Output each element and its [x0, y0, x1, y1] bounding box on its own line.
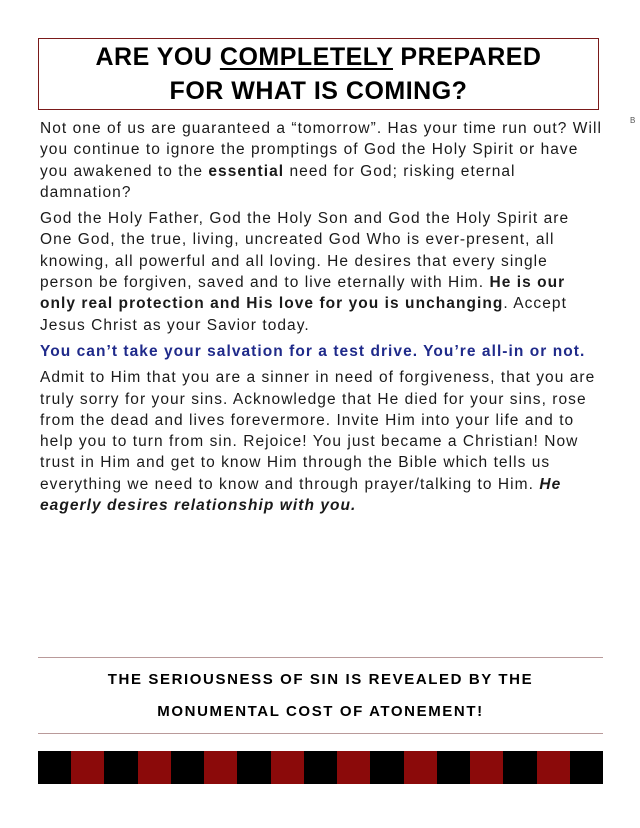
stripe-segment — [204, 751, 237, 784]
paragraph-1 — [40, 118, 606, 203]
closing-statement — [38, 664, 603, 728]
title-line-1 — [95, 40, 541, 74]
corner-mark: B — [630, 116, 636, 125]
title-line-2: FOR WHAT IS COMING? — [169, 77, 468, 105]
stripe-segment — [237, 751, 270, 784]
stripe-segment — [570, 751, 603, 784]
p2-bold: He is our only real protection and His love for you is unchanging — [40, 274, 566, 313]
decorative-stripe — [38, 751, 603, 784]
p1-text-a: Not one of us are guaranteed a “tomorrow”. Has your time run out? Will you continue to ignore the promptings of God the Holy Spirit or have you awakened to the — [40, 120, 602, 180]
closing-line-2: MONUMENTAL COST OF ATONEMENT! — [157, 703, 484, 720]
stripe-segment — [404, 751, 437, 784]
p4-text-a: Admit to Him that you are a sinner in need of forgiveness, that you are truly sorry for your sins. Acknowledge that He died for your sins, rose from the dead and lives forevermore. Invite Him into your life and to help you to turn from sin. Rejoice! You just became a Christian! Now trust in Him and get to know Him through the Bible which tells us everything we need to know and through prayer/talking to Him. — [40, 369, 596, 493]
stripe-segment — [38, 751, 71, 784]
title-box — [38, 38, 599, 110]
title-underlined-word: COMPLETELY — [219, 43, 393, 71]
title-post: PREPARED — [392, 43, 542, 71]
stripe-segment — [71, 751, 104, 784]
closing-line-1: THE SERIOUSNESS OF SIN IS REVEALED BY THE — [107, 671, 534, 688]
stripe-segment — [537, 751, 570, 784]
p1-text-b: need for God; risking eternal damnation? — [40, 162, 516, 201]
p1-bold: essential — [208, 162, 285, 180]
stripe-segment — [337, 751, 370, 784]
title-pre: ARE YOU — [95, 43, 220, 71]
divider-top — [38, 657, 603, 658]
stripe-segment — [138, 751, 171, 784]
body-text — [40, 118, 606, 521]
stripe-segment — [271, 751, 304, 784]
stripe-segment — [171, 751, 204, 784]
paragraph-4 — [40, 367, 606, 516]
stripe-segment — [503, 751, 536, 784]
callout-paragraph: You can’t take your salvation for a test drive. You’re all-in or not. — [40, 342, 586, 360]
paragraph-2 — [40, 208, 606, 336]
p2-text-a: God the Holy Father, God the Holy Son and God the Holy Spirit are One God, the true, living, uncreated God Who is ever-present, all knowing, all powerful and all loving. He desires that every single person be forgiven, saved and to live eternally with Him. — [40, 210, 570, 292]
stripe-segment — [104, 751, 137, 784]
stripe-segment — [437, 751, 470, 784]
stripe-segment — [370, 751, 403, 784]
divider-bottom — [38, 733, 603, 734]
p4-bold-italic: He eagerly desires relationship with you. — [40, 475, 562, 515]
stripe-segment — [470, 751, 503, 784]
stripe-segment — [304, 751, 337, 784]
p2-text-b: . Accept Jesus Christ as your Savior today. — [40, 295, 567, 334]
